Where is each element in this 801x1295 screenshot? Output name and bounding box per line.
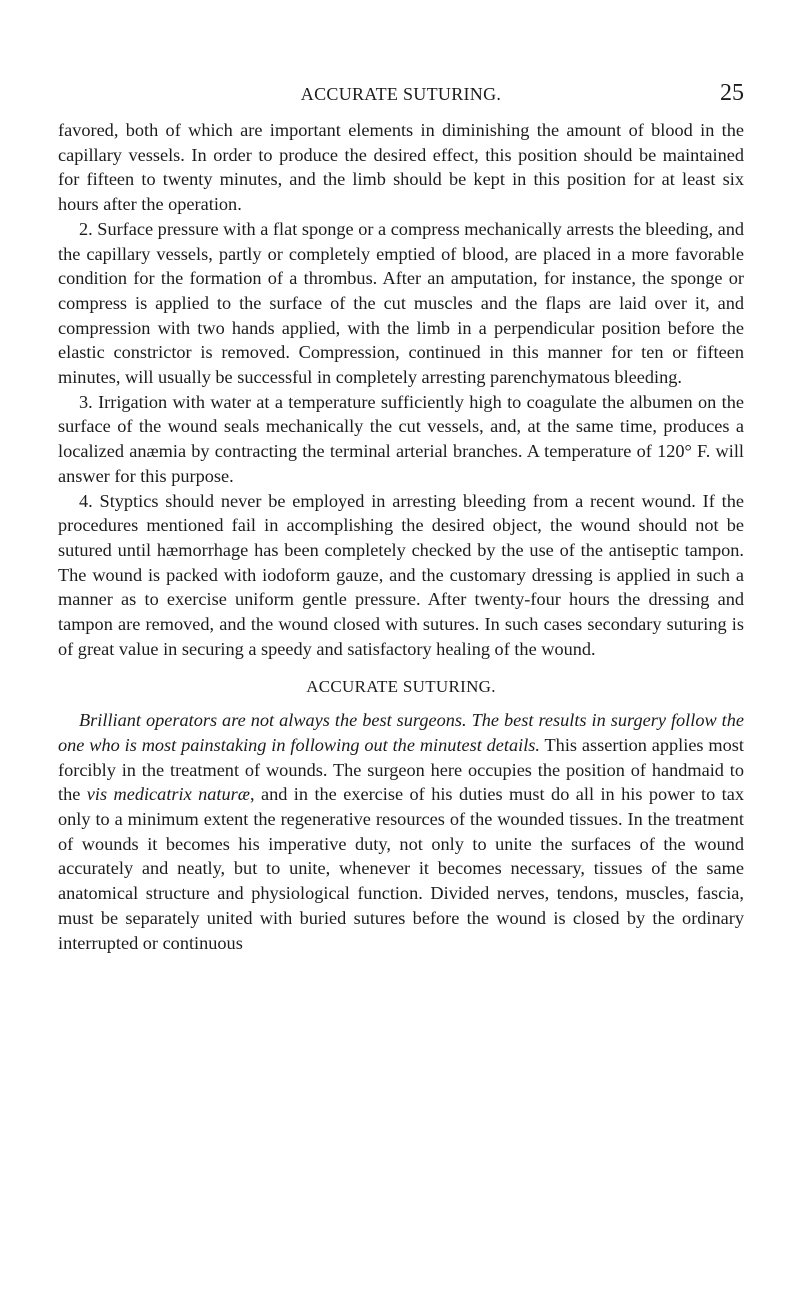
paragraph-text: This assertion applies most forcibly in the treatment of wounds. The surgeon here occupies the position of handmaid to the <box>58 734 744 805</box>
page-number: 25 <box>720 80 744 106</box>
section-heading: ACCURATE SUTURING. <box>306 677 496 697</box>
italic-lead-sentence: Brilliant operators are not always the best surgeons. The best results in surgery follow the one who is most painstaking in following out the minutest details. <box>58 710 744 755</box>
body-text <box>58 118 744 955</box>
paragraph-continued: favored, both of which are important elements in diminishing the amount of blood in the capillary vessels. In order to produce the desired effect, this position should be maintained for fifteen to twenty minutes, and the limb should be kept in this position for at least six hours after the operation. <box>58 120 744 215</box>
running-title: ACCURATE SUTURING. <box>300 84 502 104</box>
running-head <box>58 80 744 110</box>
paragraph-surface-pressure: 2. Surface pressure with a flat sponge or a compress mechanically arrests the bleeding, and the capillary vessels, partly or completely emptied of blood, are placed in a more favorable condition for the formation of a thrombus. After an amputation, for instance, the sponge or compress is applied to the surface of the cut muscles and the flaps are laid over it, and compression with two hands applied, with the limb in a perpendicular position before the elastic constrictor is removed. Compression, continued in this manner for ten or fifteen minutes, will usually be successful in completely arresting parenchymatous bleeding. <box>58 218 744 388</box>
italic-latin-phrase: vis medicatrix naturæ <box>86 784 250 805</box>
paragraph-styptics: 4. Styptics should never be employed in arresting bleeding from a recent wound. If the procedures mentioned fail in accomplishing the desired object, the wound should not be sutured until hæmorrhage has been completely checked by the use of the antiseptic tampon. The wound is packed with iodoform gauze, and the customary dressing is applied in such a manner as to exercise uniform gentle pressure. After twenty-four hours the dressing and tampon are removed, and the wound closed with sutures. In such cases secondary suturing is of great value in securing a speedy and satisfactory healing of the wound. <box>58 490 744 659</box>
paragraph-text: , and in the exercise of his duties must do all in his power to tax only to a minimum extent the regenerative resources of the wounded tissues. In the treatment of wounds it becomes his imperative duty, not only to unite the surfaces of the wound accurately and neatly, but to unite, whenever it becomes necessary, tissues of the same anatomical structure and physiological function. Divided nerves, tendons, muscles, fascia, must be separately united with buried sutures before the wound is closed by the ordinary interrupted or continuous <box>58 784 745 953</box>
paragraph-accurate-suturing <box>58 708 744 955</box>
paragraph-irrigation: 3. Irrigation with water at a temperature sufficiently high to coagulate the albumen on the surface of the wound seals mechanically the cut vessels, and, at the same time, produces a localized anæmia by contracting the terminal arterial branches. A temperature of 120° F. will answer for this purpose. <box>58 391 744 486</box>
